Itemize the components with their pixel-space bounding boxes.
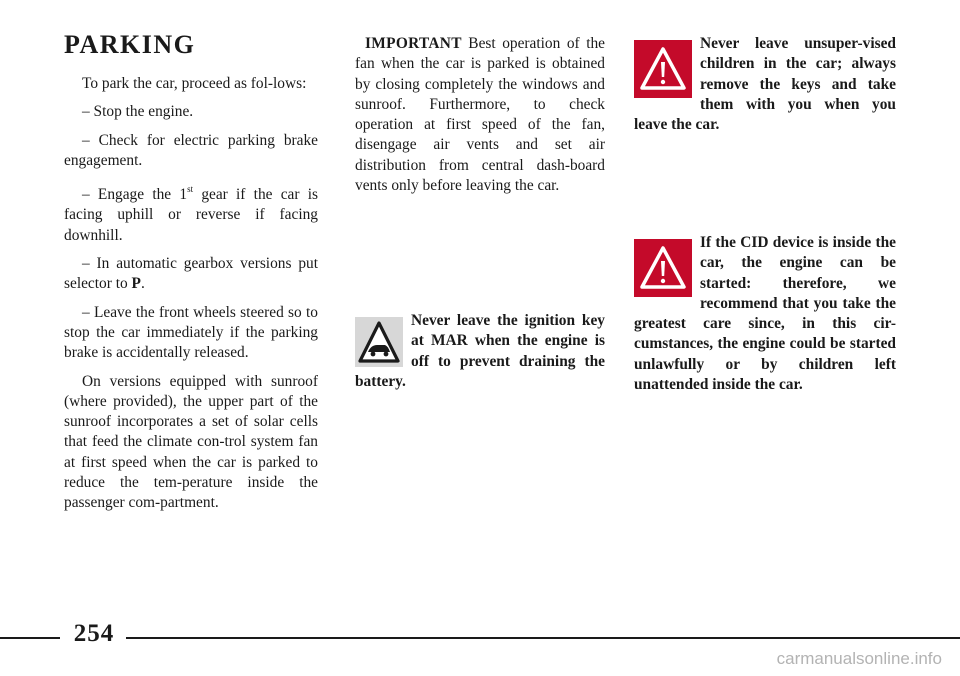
warning-triangle-icon — [634, 239, 692, 297]
step-check-brake: – Check for electric parking brake engagement. — [64, 131, 318, 169]
step-stop-engine: – Stop the engine. — [82, 103, 194, 121]
step-engage-gear: – Engage the 1st gear if the car is facing uphill or reverse if facing downhill. — [64, 184, 318, 244]
page-title: PARKING — [64, 30, 196, 59]
important-block — [355, 34, 605, 204]
parking-instructions — [64, 74, 318, 522]
footer-rule-right — [126, 637, 960, 639]
step-steer-wheels: – Leave the front wheels steered so to stop the car immediately if the parking brake is accidentally released. — [64, 303, 318, 362]
intro-paragraph: To park the car, proceed as fol-lows: — [82, 75, 307, 92]
footer-rule-left — [0, 637, 60, 639]
page-number: 254 — [73, 620, 115, 647]
watermark: carmanualsonline.info — [776, 649, 942, 668]
warning-triangle-icon — [634, 40, 692, 98]
cid-warning: If the CID device is inside the car, the engine can be started: therefore, we recommend that you take the greatest care since, in this cir-cumstances, the engine could be started unlawfully or by children left unattended inside the car. — [634, 234, 896, 394]
important-label: IMPORTANT — [365, 35, 462, 52]
car-warning-icon — [355, 317, 403, 367]
sunroof-paragraph: On versions equipped with sunroof (where provided), the upper part of the sunroof incorporates a set of solar cells that feed the climate con-trol system fan at first speed when the car is parked to reduce the tem-perature inside the passenger com-partment. — [64, 372, 318, 512]
important-paragraph: IMPORTANT Best operation of the fan when the car is parked is obtained by closing completely the windows and sunroof. Furthermore, to check operation at first speed of the fan, disengage air vents and set air distribution from central dash-board vents only before leaving the car. — [355, 35, 605, 195]
step-automatic-gearbox: – In automatic gearbox versions put selector to P. — [64, 255, 318, 293]
battery-note: Never leave the ignition key at MAR when the engine is off to prevent draining the battery. — [355, 312, 605, 390]
children-warning: Never leave unsuper-vised children in the car; always remove the keys and take them with you when you leave the car. — [634, 35, 896, 134]
